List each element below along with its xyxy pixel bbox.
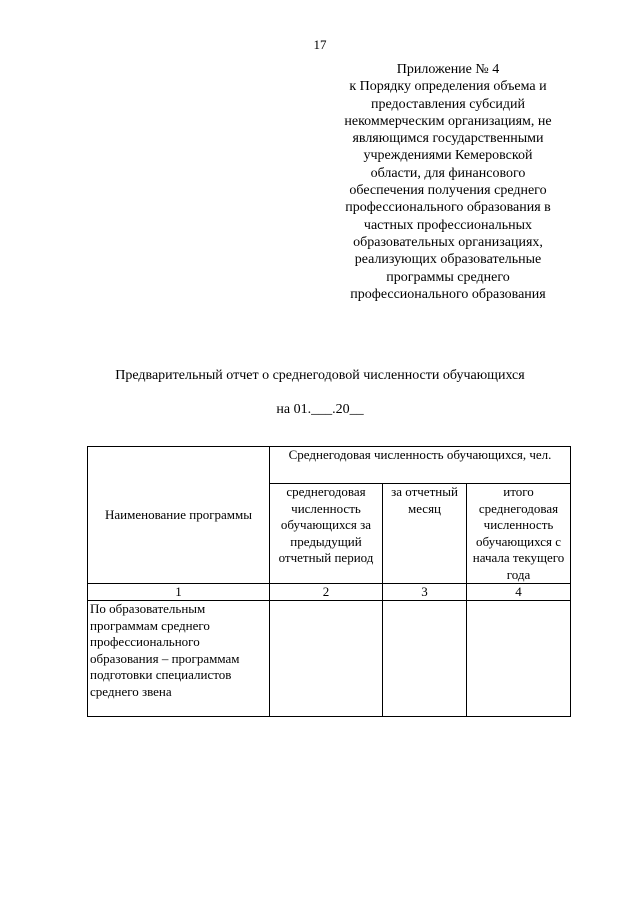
appendix-line: являющимся государственными [352,131,544,147]
appendix-line: программы среднего [386,269,510,285]
appendix-line: области, для финансового [370,165,526,181]
table-row [88,601,571,717]
column-header-reporting-month: за отчетный месяц [383,484,467,584]
appendix-line: профессионального образования в [345,200,551,216]
row-value-year-total[interactable] [467,601,571,717]
page-number: 17 [313,37,327,52]
appendix-line: частных профессиональных [363,217,533,233]
appendix-line: реализующих образовательные [354,252,542,268]
column-number: 2 [270,584,383,601]
appendix-line: некоммерческим организациям, не [344,113,552,129]
table-header-row [88,447,571,484]
appendix-header [318,61,578,303]
column-group-header: Среднегодовая численность обучающихся, чел. [270,447,571,484]
report-table [87,446,571,717]
row-value-previous-period[interactable] [270,601,383,717]
column-header-previous-period: среднегодовая численность обучающихся за предыдущий отчетный период [270,484,383,584]
appendix-line: учреждениями Кемеровской [363,148,533,164]
row-value-reporting-month[interactable] [383,601,467,717]
report-date-line: на 01.___.20__ [276,402,364,417]
column-number-row [88,584,571,601]
row-program-name: По образовательным программам среднего профессионального образования – программам подготовки специалистов среднего звена [88,601,270,717]
appendix-line: образовательных организациях, [353,234,543,250]
appendix-line: обеспечения получения среднего [349,183,547,199]
column-number: 4 [467,584,571,601]
appendix-line: предоставления субсидий [370,96,526,112]
column-header-program-name: Наименование программы [88,447,270,584]
appendix-title: Приложение № 4 [396,62,500,77]
appendix-line: профессионального образования [350,286,546,302]
column-header-year-total: итого среднегодовая численность обучающихся с начала текущего года [467,484,571,584]
column-number: 3 [383,584,467,601]
report-title: Предварительный отчет о среднегодовой численности обучающихся [115,368,525,383]
appendix-line: к Порядку определения объема и [349,79,547,95]
column-number: 1 [88,584,270,601]
